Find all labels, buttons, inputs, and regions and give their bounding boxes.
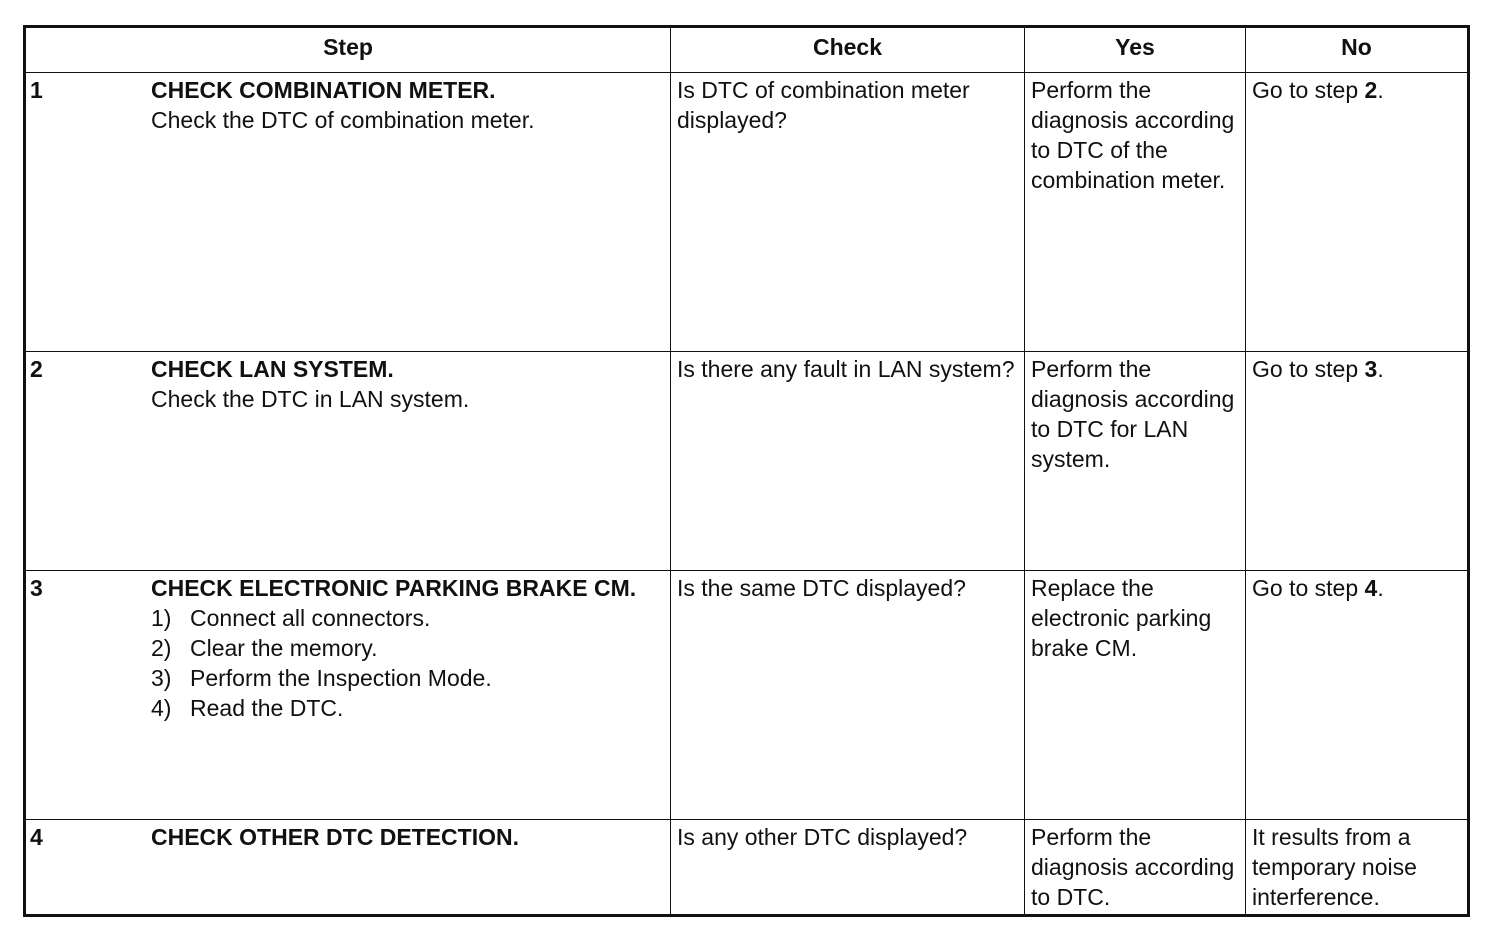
step-detail: Check the DTC in LAN system. <box>151 386 470 412</box>
yes-cell: Perform the diagnosis according to DTC of the combination meter. <box>1025 73 1246 352</box>
no-text: Go to step <box>1252 575 1365 601</box>
step-title: CHECK COMBINATION METER. <box>151 77 496 103</box>
yes-cell: Perform the diagnosis according to DTC for LAN system. <box>1025 352 1246 571</box>
step-reference: 4 <box>1364 575 1378 601</box>
step-title: CHECK ELECTRONIC PARKING BRAKE CM. <box>151 575 637 601</box>
step-number: 3 <box>30 575 43 601</box>
no-suffix: . <box>1377 77 1384 103</box>
table-row <box>25 571 1469 820</box>
diagnostic-procedure-table <box>23 25 1470 917</box>
step-number: 2 <box>30 356 43 382</box>
no-text: Go to step <box>1252 77 1365 103</box>
step-number: 4 <box>30 824 43 850</box>
step-title: CHECK LAN SYSTEM. <box>151 356 394 382</box>
substep-item <box>151 663 664 693</box>
step-cell <box>25 352 671 571</box>
substep-text: Connect all connectors. <box>190 605 431 631</box>
substep-item <box>151 603 664 633</box>
substep-text: Clear the memory. <box>190 635 378 661</box>
column-header-yes: Yes <box>1025 27 1246 73</box>
substep-item <box>151 633 664 663</box>
yes-cell: Replace the electronic parking brake CM. <box>1025 571 1246 820</box>
step-cell <box>25 73 671 352</box>
table-header-row <box>25 27 1469 73</box>
table-row <box>25 73 1469 352</box>
substep-list <box>151 603 664 723</box>
no-cell: It results from a temporary noise interference. <box>1246 820 1469 916</box>
column-header-check: Check <box>671 27 1025 73</box>
check-cell: Is any other DTC displayed? <box>671 820 1025 916</box>
step-cell <box>25 571 671 820</box>
step-cell <box>25 820 671 916</box>
yes-cell: Perform the diagnosis according to DTC. <box>1025 820 1246 916</box>
check-cell: Is the same DTC displayed? <box>671 571 1025 820</box>
no-cell <box>1246 73 1469 352</box>
substep-item <box>151 693 664 723</box>
substep-index: 1) <box>151 605 172 631</box>
column-header-no: No <box>1246 27 1469 73</box>
substep-text: Read the DTC. <box>190 695 344 721</box>
column-header-step: Step <box>25 27 671 73</box>
step-reference: 2 <box>1364 77 1378 103</box>
step-title: CHECK OTHER DTC DETECTION. <box>151 824 519 850</box>
substep-index: 3) <box>151 665 172 691</box>
substep-index: 2) <box>151 635 172 661</box>
no-suffix: . <box>1377 575 1384 601</box>
no-suffix: . <box>1377 356 1384 382</box>
table-row <box>25 352 1469 571</box>
no-cell <box>1246 571 1469 820</box>
step-reference: 3 <box>1364 356 1378 382</box>
step-detail: Check the DTC of combination meter. <box>151 107 535 133</box>
no-cell <box>1246 352 1469 571</box>
substep-text: Perform the Inspection Mode. <box>190 665 492 691</box>
table-row <box>25 820 1469 916</box>
no-text: Go to step <box>1252 356 1365 382</box>
step-number: 1 <box>30 77 43 103</box>
substep-index: 4) <box>151 695 172 721</box>
check-cell: Is DTC of combination meter displayed? <box>671 73 1025 352</box>
check-cell: Is there any fault in LAN system? <box>671 352 1025 571</box>
